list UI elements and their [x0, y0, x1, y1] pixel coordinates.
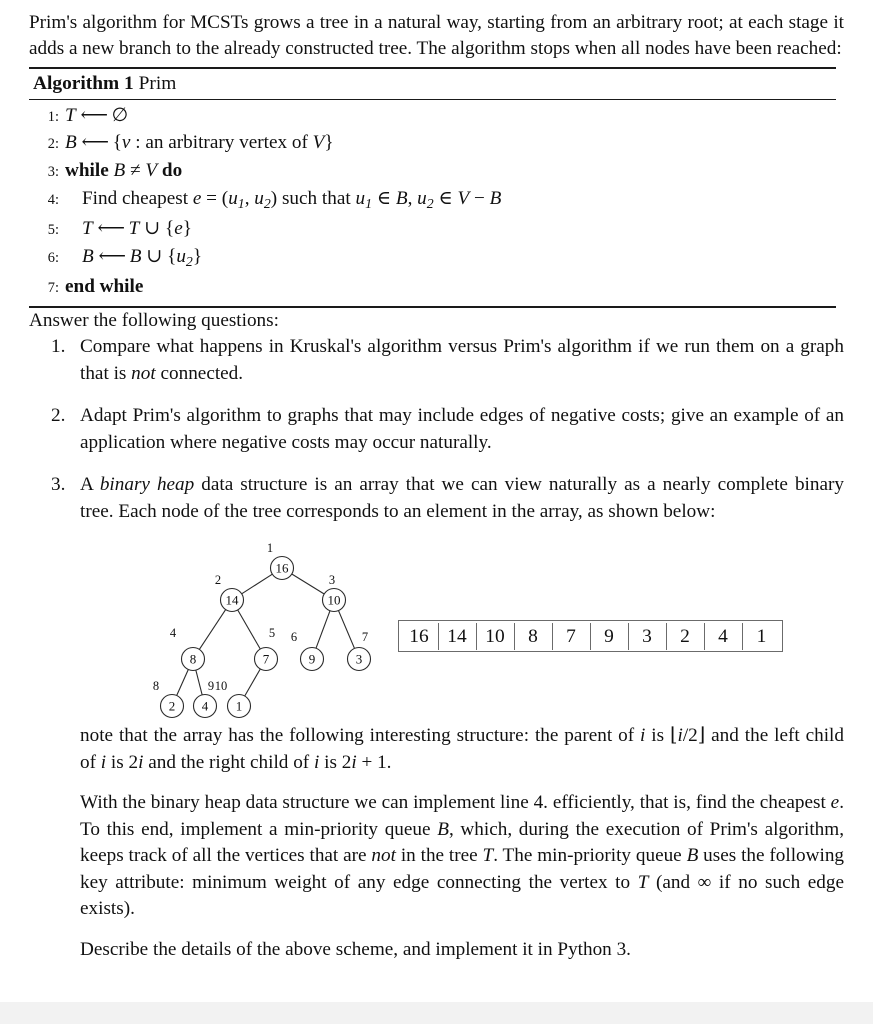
tree-node-index-label: 4: [169, 626, 177, 641]
tree-node-value: 8: [189, 651, 197, 667]
algorithm-block: [29, 67, 836, 308]
line-code: T ⟵ T ∪ {e}: [82, 218, 192, 240]
algorithm-line-7: [29, 274, 836, 302]
algorithm-line-1: [29, 103, 836, 131]
question-number: 3.: [51, 474, 66, 496]
tree-node-index-label: 7: [361, 630, 369, 645]
intro-paragraph: Prim's algorithm for MCSTs grows a tree in a natural way, starting from an arbitrary root; at each stage it adds a new branch to the already constructed tree. The algorithm stops when all nodes have been reached:: [29, 12, 844, 60]
tree-node-value: 9: [308, 651, 316, 667]
array-cell: 4: [705, 623, 743, 650]
tree-edge: [316, 611, 330, 648]
algorithm-line-5: [29, 216, 836, 244]
line-number: 4:: [47, 191, 59, 208]
tree-node-index-label: 2: [214, 573, 222, 588]
question-item-3: [29, 472, 844, 525]
document-content: [29, 10, 844, 963]
array-cell: 10: [477, 623, 515, 650]
array-cell: 1: [756, 625, 767, 647]
question-text: Compare what happens in Kruskal's algorithm versus Prim's algorithm if we run them on a graph that is not connected.: [80, 336, 844, 384]
question-text: A binary heap data structure is an array that we can view naturally as a nearly complete binary tree. Each node of the tree corresponds to an element in the array, as shown below:: [80, 474, 844, 522]
question-list: [29, 334, 844, 525]
binary-heap-figure: [29, 541, 844, 721]
question-text: Adapt Prim's algorithm to graphs that may include edges of negative costs; give an example of an application where negative costs may occur naturally.: [80, 405, 844, 453]
line-code: B ⟵ {v : an arbitrary vertex of V}: [65, 132, 334, 154]
algorithm-caption-label: Algorithm 1: [33, 72, 134, 94]
line-number: 5:: [47, 222, 59, 239]
tree-edge: [242, 574, 273, 594]
tree-node-index-label: 1: [266, 541, 274, 556]
tree-node: [323, 573, 346, 612]
binary-tree-diagram: [129, 541, 409, 731]
tree-node: [291, 630, 324, 671]
question-item-1: [29, 334, 844, 387]
answer-lead: Answer the following questions:: [29, 309, 279, 331]
tree-node-value: 14: [225, 592, 239, 608]
tree-node-value: 4: [201, 698, 209, 714]
tree-nodes: [153, 541, 371, 718]
tree-edge: [292, 574, 324, 594]
algorithm-caption-name: Prim: [138, 72, 177, 94]
line-code: T ⟵ ∅: [65, 104, 129, 126]
page-bottom-band: [0, 1002, 873, 1024]
line-code: end while: [65, 276, 144, 298]
question-number: 1.: [51, 336, 66, 358]
heap-array: [398, 620, 783, 652]
tree-node: [194, 679, 217, 718]
tree-node-index-label: 10: [214, 679, 228, 694]
algorithm-line-4: [29, 186, 836, 216]
line-number: 7:: [47, 280, 59, 297]
tree-edge: [177, 670, 189, 696]
algorithm-bottom-rule: [29, 306, 836, 308]
tree-node: [215, 573, 244, 612]
array-cell: 9: [591, 623, 629, 650]
tree-node-index-label: 8: [152, 679, 160, 694]
algorithm-line-3: [29, 158, 836, 186]
figure-note: note that the array has the following interesting structure: the parent of i is ⌊i/2⌋ and the left child of i is 2i and the right child of i is 2i + 1.: [80, 725, 844, 773]
algorithm-line-6: [29, 244, 836, 274]
line-number: 1:: [47, 108, 59, 125]
question-number: 2.: [51, 405, 66, 427]
closing-paragraph-1: With the binary heap data structure we can implement line 4. efficiently, that is, find the cheapest e. To this end, implement a min-priority queue B, which, during the execution of Prim's algorithm, keeps track of all the vertices that are not in the tree T. The min-priority queue B uses the following key attribute: minimum weight of any edge connecting the vertex to T (and ∞ if no such edge exists).: [80, 792, 845, 920]
tree-node: [153, 679, 184, 718]
array-cell: 7: [553, 623, 591, 650]
array-cell: 3: [629, 623, 667, 650]
tree-node: [348, 630, 371, 671]
algorithm-line-2: [29, 130, 836, 158]
tree-node-value: 10: [327, 592, 341, 608]
tree-node: [255, 626, 278, 671]
tree-node-value: 16: [275, 560, 289, 576]
tree-node: [267, 541, 294, 580]
tree-node-value: 1: [235, 698, 243, 714]
array-cell: 8: [515, 623, 553, 650]
array-cell: 2: [667, 623, 705, 650]
tree-edge: [238, 610, 261, 649]
tree-node: [215, 679, 251, 718]
tree-edge: [245, 669, 261, 696]
line-code: B ⟵ B ∪ $\{u_2\}$: [82, 245, 203, 269]
tree-node-value: 7: [262, 651, 270, 667]
tree-node-index-label: 3: [328, 573, 336, 588]
line-number: 3:: [47, 164, 59, 180]
tree-edge: [199, 610, 225, 650]
tree-node-index-label: 5: [268, 626, 276, 641]
tree-node: [170, 626, 205, 671]
tree-node-value: 2: [168, 698, 176, 714]
tree-node-index-label: 6: [290, 630, 298, 645]
line-code: while B ≠ V do: [65, 160, 183, 181]
line-code: Find cheapest $e = (u_1$, $u_2$) such that $u_1$ ∈ B, $u_2$ ∈ V − B: [82, 187, 502, 211]
tree-edge: [338, 611, 354, 649]
algorithm-lines: [29, 100, 836, 306]
line-number: 6:: [47, 249, 59, 266]
array-cell: 14: [439, 623, 477, 650]
algorithm-caption: [29, 69, 836, 99]
tree-node-index-label: 9: [207, 679, 215, 694]
question-item-2: [29, 403, 844, 456]
array-cell: 16: [401, 623, 439, 650]
line-number: 2:: [47, 136, 59, 153]
closing-paragraph-2: Describe the details of the above scheme, and implement it in Python 3.: [80, 938, 631, 960]
tree-edge: [196, 670, 202, 695]
tree-node-value: 3: [355, 651, 363, 667]
